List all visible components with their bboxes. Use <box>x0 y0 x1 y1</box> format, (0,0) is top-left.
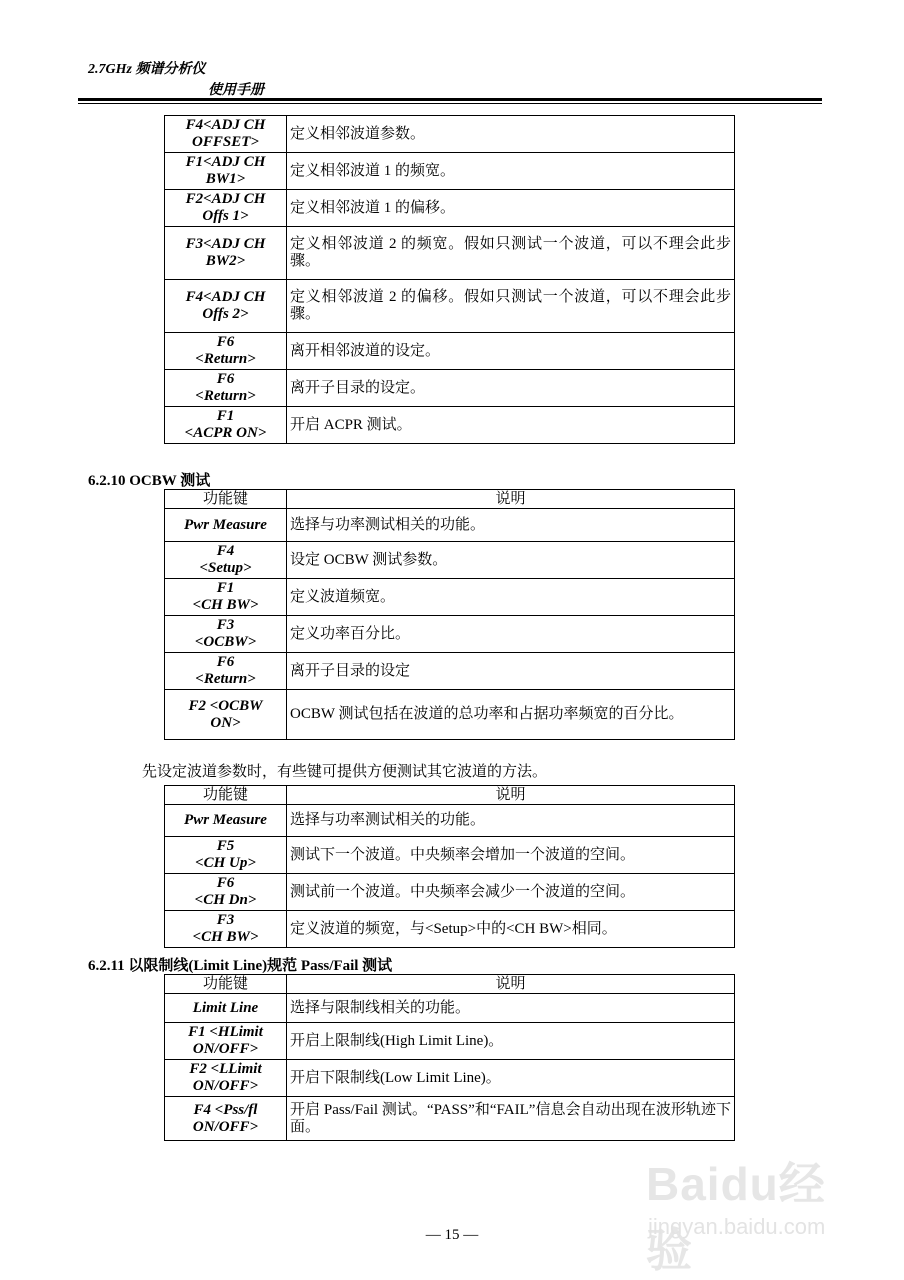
header-rule-thin <box>78 103 822 104</box>
table-row <box>165 280 735 333</box>
key-cell: F4<ADJ CH Offs 2> <box>165 280 287 333</box>
desc-cell: 测试前一个波道。中央频率会减少一个波道的空间。 <box>287 874 735 911</box>
desc-cell: 定义相邻波道 2 的偏移。假如只测试一个波道，可以不理会此步骤。 <box>287 280 735 333</box>
limit-line-table <box>164 974 735 1141</box>
desc-cell: 选择与功率测试相关的功能。 <box>287 805 735 837</box>
table-row <box>165 837 735 874</box>
key-cell: F6 <Return> <box>165 370 287 407</box>
key-cell: F1 <CH BW> <box>165 579 287 616</box>
key-cell: F2 <OCBW ON> <box>165 690 287 740</box>
watermark-logo: Baidu经验 <box>646 1158 826 1276</box>
table-row <box>165 227 735 280</box>
table-header-row <box>165 975 735 994</box>
desc-cell: 定义相邻波道 1 的频宽。 <box>287 153 735 190</box>
desc-cell: 定义相邻波道 1 的偏移。 <box>287 190 735 227</box>
key-cell: F4 <Setup> <box>165 542 287 579</box>
table-row <box>165 616 735 653</box>
key-cell: F1 <ACPR ON> <box>165 407 287 444</box>
desc-cell: 选择与功率测试相关的功能。 <box>287 509 735 542</box>
desc-cell: 开启下限制线(Low Limit Line)。 <box>287 1060 735 1097</box>
desc-cell: 定义波道频宽。 <box>287 579 735 616</box>
section-title-ocbw: 6.2.10 OCBW 测试 <box>88 473 211 489</box>
header-key: 功能键 <box>165 975 287 994</box>
key-cell: F3 <OCBW> <box>165 616 287 653</box>
table-header-row <box>165 786 735 805</box>
key-cell: F1<ADJ CH BW1> <box>165 153 287 190</box>
header-subtitle: 使用手册 <box>208 83 264 98</box>
key-cell: F6 <Return> <box>165 653 287 690</box>
header-desc: 说明 <box>287 490 735 509</box>
key-cell: F4 <Pss/fl ON/OFF> <box>165 1097 287 1141</box>
table-row <box>165 690 735 740</box>
table-row <box>165 1097 735 1141</box>
key-cell: F2 <LLimit ON/OFF> <box>165 1060 287 1097</box>
table-row <box>165 190 735 227</box>
desc-cell: 开启上限制线(High Limit Line)。 <box>287 1023 735 1060</box>
table-row <box>165 579 735 616</box>
desc-cell: 定义相邻波道 2 的频宽。假如只测试一个波道，可以不理会此步骤。 <box>287 227 735 280</box>
header-key: 功能键 <box>165 490 287 509</box>
header-title: 2.7GHz 频谱分析仪 <box>88 62 206 77</box>
table-row <box>165 116 735 153</box>
header-desc: 说明 <box>287 786 735 805</box>
key-cell: Pwr Measure <box>165 509 287 542</box>
desc-cell: 定义相邻波道参数。 <box>287 116 735 153</box>
table-row <box>165 542 735 579</box>
key-cell: F1 <HLimit ON/OFF> <box>165 1023 287 1060</box>
key-cell: F6 <CH Dn> <box>165 874 287 911</box>
desc-cell: 开启 ACPR 测试。 <box>287 407 735 444</box>
header-key: 功能键 <box>165 786 287 805</box>
table-row <box>165 153 735 190</box>
table-header-row <box>165 490 735 509</box>
page-number: — 15 — <box>425 1227 479 1243</box>
key-cell: F3<ADJ CH BW2> <box>165 227 287 280</box>
table-row <box>165 370 735 407</box>
adj-channel-table <box>164 115 735 444</box>
watermark-url: jingyan.baidu.com <box>648 1214 826 1239</box>
table-row <box>165 1060 735 1097</box>
header-desc: 说明 <box>287 975 735 994</box>
key-cell: F3 <CH BW> <box>165 911 287 948</box>
key-cell: F4<ADJ CH OFFSET> <box>165 116 287 153</box>
table-row <box>165 994 735 1023</box>
section-title-limit: 6.2.11 以限制线(Limit Line)规范 Pass/Fail 测试 <box>88 958 393 974</box>
desc-cell: 离开子目录的设定。 <box>287 370 735 407</box>
desc-cell: 定义波道的频宽，与<Setup>中的<CH BW>相同。 <box>287 911 735 948</box>
table-row <box>165 653 735 690</box>
key-cell: Limit Line <box>165 994 287 1023</box>
channel-table <box>164 785 735 948</box>
paragraph-channel-keys: 先设定波道参数时，有些键可提供方便测试其它波道的方法。 <box>142 764 548 780</box>
table-row <box>165 509 735 542</box>
ocbw-table <box>164 489 735 740</box>
desc-cell: 选择与限制线相关的功能。 <box>287 994 735 1023</box>
desc-cell: 离开相邻波道的设定。 <box>287 333 735 370</box>
key-cell: F6 <Return> <box>165 333 287 370</box>
desc-cell: 离开子目录的设定 <box>287 653 735 690</box>
table-row <box>165 805 735 837</box>
key-cell: F5 <CH Up> <box>165 837 287 874</box>
desc-cell: OCBW 测试包括在波道的总功率和占据功率频宽的百分比。 <box>287 690 735 740</box>
desc-cell: 开启 Pass/Fail 测试。“PASS”和“FAIL”信息会自动出现在波形轨迹下面。 <box>287 1097 735 1141</box>
table-row <box>165 1023 735 1060</box>
table-row <box>165 911 735 948</box>
table-row <box>165 874 735 911</box>
key-cell: F2<ADJ CH Offs 1> <box>165 190 287 227</box>
key-cell: Pwr Measure <box>165 805 287 837</box>
desc-cell: 测试下一个波道。中央频率会增加一个波道的空间。 <box>287 837 735 874</box>
desc-cell: 设定 OCBW 测试参数。 <box>287 542 735 579</box>
table-row <box>165 407 735 444</box>
table-row <box>165 333 735 370</box>
baidu-watermark <box>646 1148 856 1276</box>
desc-cell: 定义功率百分比。 <box>287 616 735 653</box>
header-rule-thick <box>78 98 822 101</box>
